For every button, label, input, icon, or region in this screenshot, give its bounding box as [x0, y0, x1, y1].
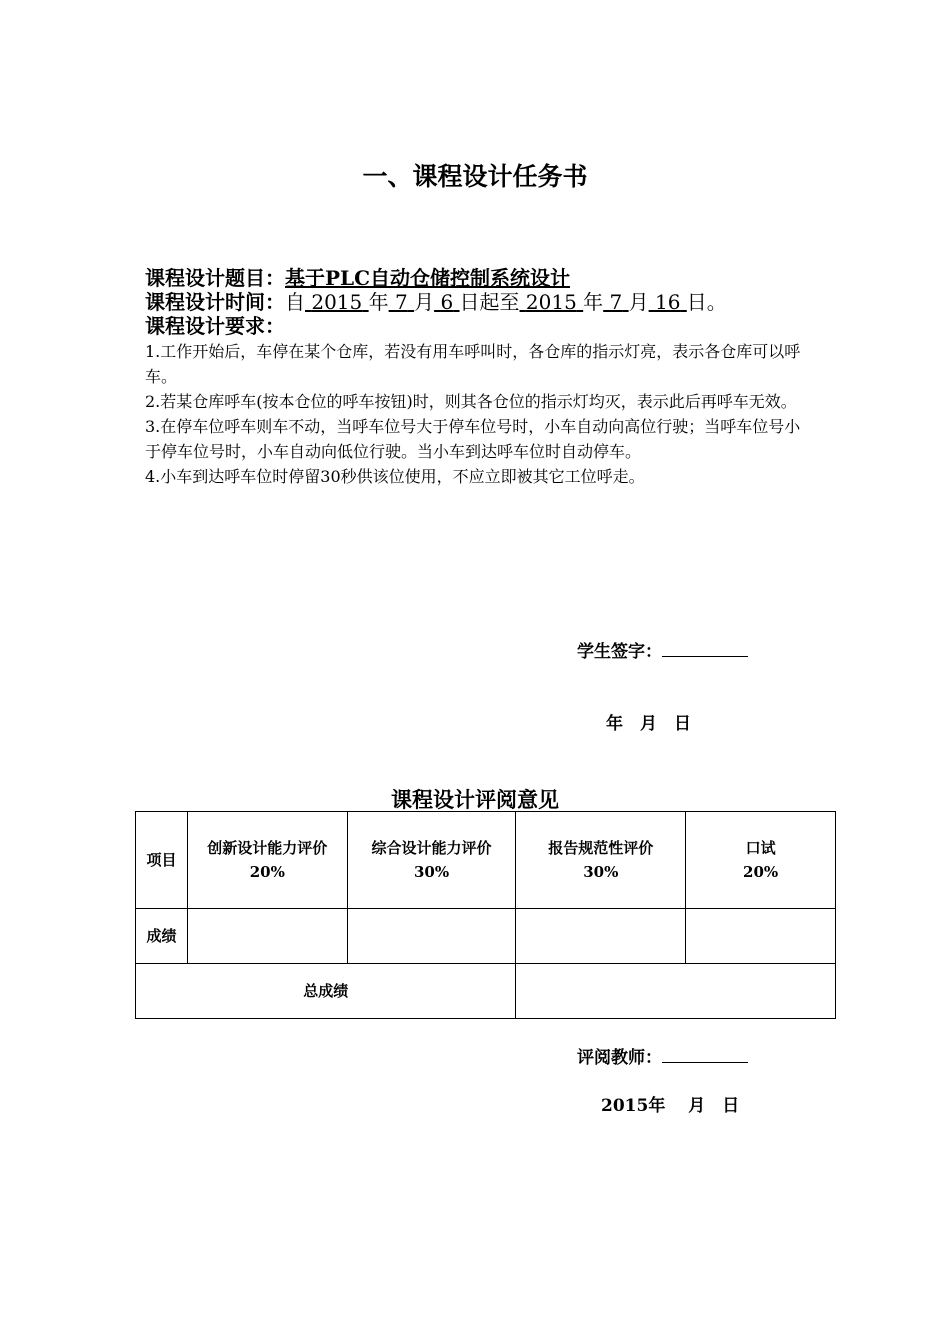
teacher-sign-label: 评阅教师： — [577, 1048, 662, 1068]
column-header: 创新设计能力评价 20% — [187, 812, 347, 909]
student-sign-label: 学生签字： — [577, 642, 662, 662]
review-title: 课程设计评阅意见 — [391, 787, 559, 812]
total-label: 总成绩 — [136, 964, 516, 1019]
score-cell[interactable] — [187, 909, 347, 964]
table-row — [136, 812, 836, 909]
table-row — [136, 964, 836, 1019]
student-sign-date: 年 月 日 — [606, 714, 691, 734]
start-day: 6 — [440, 290, 454, 314]
row-label-item: 项目 — [136, 812, 188, 909]
requirements-heading — [145, 314, 285, 338]
teacher-sign-date: 2015年 月 日 — [601, 1096, 740, 1116]
total-score-cell[interactable] — [516, 964, 836, 1019]
topic-value: 基于PLC自动仓储控制系统设计 — [285, 266, 571, 290]
teacher-signature-line — [577, 1044, 748, 1070]
time-label: 课程设计时间： — [145, 290, 285, 314]
end-year: 2015 — [525, 290, 577, 314]
time-to-word: 日起至 — [459, 290, 520, 314]
month-word-1: 月 — [414, 290, 435, 314]
column-header: 综合设计能力评价 30% — [347, 812, 516, 909]
student-signature-line — [577, 638, 748, 664]
year-word-2: 年 — [583, 290, 604, 314]
end-day: 16 — [654, 290, 681, 314]
requirement-item: 3.在停车位呼车则车不动，当呼车位号大于停车位号时，小车自动向高位行驶；当呼车位号小于停车位号时，小车自动向低位行驶。当小车到达呼车位时自动停车。 — [145, 417, 801, 461]
topic-line — [145, 266, 570, 290]
table-row — [136, 909, 836, 964]
student-sign-blank[interactable] — [662, 638, 748, 657]
score-cell[interactable] — [686, 909, 836, 964]
teacher-sign-blank[interactable] — [662, 1044, 748, 1063]
score-cell[interactable] — [347, 909, 516, 964]
requirement-item: 1.工作开始后，车停在某个仓库，若没有用车呼叫时，各仓库的指示灯亮，表示各仓库可以呼车。 — [145, 342, 801, 386]
score-cell[interactable] — [516, 909, 686, 964]
column-header: 口试 20% — [686, 812, 836, 909]
column-header: 报告规范性评价 30% — [516, 812, 686, 909]
requirement-item: 4.小车到达呼车位时停留30秒供该位使用，不应立即被其它工位呼走。 — [145, 467, 645, 486]
month-word-2: 月 — [628, 290, 649, 314]
grade-table — [135, 811, 836, 1019]
start-month: 7 — [394, 290, 408, 314]
time-day-end: 日。 — [686, 290, 727, 314]
requirements-label: 课程设计要求： — [145, 314, 285, 338]
end-month: 7 — [609, 290, 623, 314]
requirement-item: 2.若某仓库呼车(按本仓位的呼车按钮)时，则其各仓位的指示灯均灭，表示此后再呼车无效。 — [145, 392, 797, 411]
row-label-score: 成绩 — [136, 909, 188, 964]
requirements-list — [145, 339, 815, 489]
topic-label: 课程设计题目： — [145, 266, 285, 290]
time-from-word: 自 — [285, 290, 305, 314]
page-title: 一、课程设计任务书 — [362, 162, 588, 191]
year-word-1: 年 — [368, 290, 389, 314]
time-line — [145, 290, 727, 314]
start-year: 2015 — [311, 290, 363, 314]
